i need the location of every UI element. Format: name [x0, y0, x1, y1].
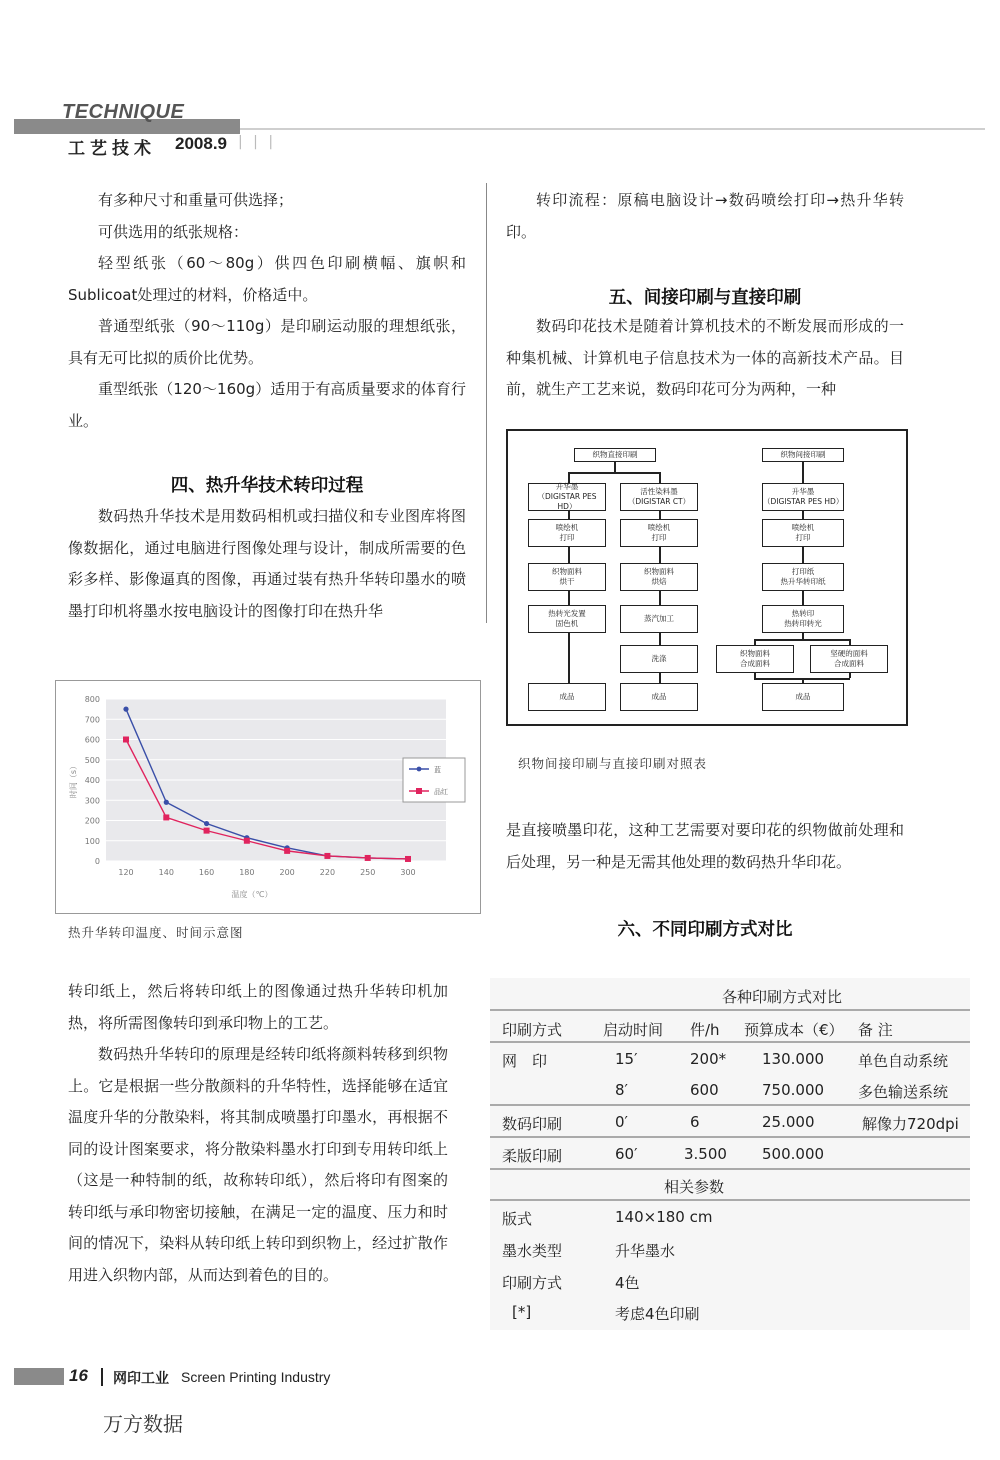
connector — [802, 591, 804, 605]
issue-date: 2008.9 — [175, 134, 227, 153]
footer-separator — [101, 1368, 103, 1386]
data-point — [365, 855, 371, 861]
header-rule — [240, 128, 985, 130]
flow-box-d11: 成品 — [620, 683, 698, 711]
page-number: 16 — [69, 1366, 88, 1385]
connector — [802, 462, 804, 483]
section-en-title: TECHNIQUE — [62, 101, 185, 123]
flow-box-d7: 热转光发置 固色机 — [528, 605, 606, 633]
y-tick-label: 0 — [94, 857, 100, 866]
legend-marker — [416, 788, 422, 794]
table-cell: 750.000 — [762, 1081, 825, 1099]
watermark: 万方数据 — [103, 1412, 183, 1436]
data-point — [123, 737, 129, 743]
table-cell: 25.000 — [762, 1113, 815, 1131]
journal-name-en: Screen Printing Industry — [181, 1369, 331, 1385]
data-point — [244, 838, 250, 844]
flow-box-i2: 喷绘机 打印 — [762, 519, 844, 547]
table-cell: 60′ — [615, 1145, 638, 1163]
section-5-text — [506, 311, 904, 406]
section-cn-title: 工艺技术 — [68, 139, 156, 159]
x-tick-label: 200 — [279, 868, 295, 877]
connector — [802, 511, 804, 519]
table-cell: 0′ — [615, 1113, 628, 1131]
param-value: 4色 — [615, 1274, 640, 1292]
connector — [659, 547, 661, 563]
x-tick-label: 160 — [198, 868, 215, 877]
x-tick-label: 120 — [118, 868, 134, 877]
table-cell: 单色自动系统 — [858, 1052, 949, 1070]
table-cell: 600 — [690, 1081, 719, 1099]
param-label: 墨水类型 — [502, 1242, 563, 1260]
connector — [659, 591, 661, 605]
chart-caption: 热升华转印温度、时间示意图 — [68, 925, 244, 940]
header-ornament: | | | — [238, 134, 277, 150]
param-value: 140×180 cm — [615, 1208, 713, 1226]
y-tick-label: 400 — [84, 776, 100, 785]
table-rule — [490, 1168, 970, 1170]
data-point — [204, 828, 210, 834]
paragraph: 数码热升华转印的原理是经转印纸将颜料转移到织物上。它是根据一些分散颜料的升华特性，选择能够在适宜温度升华的分散染料，将其制成喷墨打印墨水，再根据不同的设计图案要求，将分散染料墨水打印到专用转印纸上（这是一种特制的纸，故称转印纸），然后将印有图案的转印纸与承印物密切接触，在满足一定的温度、压力和时间的情况下，染料从转印纸上转印到织物上，经过扩散作用进入织物内部，从而达到着色的目的。 — [68, 1045, 448, 1284]
flow-box-d9: 洗涤 — [620, 645, 698, 673]
y-tick-label: 600 — [84, 735, 100, 745]
table-cell: 6 — [690, 1113, 700, 1131]
table-rule — [490, 1136, 970, 1138]
table-header: 启动时间 — [603, 1021, 664, 1039]
flowchart-caption: 织物间接印刷与直接印刷对照表 — [518, 756, 708, 771]
flow-box-i1: 升华墨 （DIGISTAR PES HD） — [762, 483, 844, 511]
flow-indirect-title: 织物间接印刷 — [762, 448, 844, 462]
param-label: 版式 — [502, 1210, 533, 1228]
table-header: 预算成本（€） — [744, 1021, 844, 1039]
table-cell: 500.000 — [762, 1145, 825, 1163]
table-cell: 数码印刷 — [502, 1115, 563, 1133]
paragraph: 重型纸张（120～160g）适用于有高质量要求的体育行业。 — [68, 380, 466, 430]
paragraph: 普通型纸张（90～110g）是印刷运动服的理想纸张，具有无可比拟的质价比优势。 — [68, 317, 466, 367]
section-5-heading: 五、间接印刷与直接印刷 — [608, 288, 802, 308]
y-tick-label: 300 — [84, 796, 100, 806]
data-point — [284, 848, 290, 854]
left-top-text — [68, 185, 466, 437]
y-tick-label: 500 — [84, 755, 100, 765]
flow-box-d1: 升华墨 （DIGISTAR PES HD） — [528, 483, 606, 511]
data-point — [163, 814, 169, 820]
x-tick-label: 300 — [400, 868, 416, 877]
y-tick-label: 200 — [84, 816, 100, 826]
x-tick-label: 250 — [360, 868, 376, 877]
table-cell: 解像力720dpi — [862, 1115, 959, 1133]
flow-box-i6: 坚硬的面料 合成面料 — [810, 645, 888, 673]
connector — [659, 633, 661, 645]
param-label: [*] — [512, 1303, 532, 1321]
section-4-heading: 四、热升华技术转印过程 — [170, 476, 364, 496]
paragraph: 转印流程：原稿电脑设计→数码喷绘打印→热升华转印。 — [506, 191, 904, 241]
section-4-text — [68, 501, 466, 627]
y-axis-label: 时间（s） — [69, 761, 78, 799]
left-bottom-text — [68, 976, 448, 1291]
paragraph: 有多种尺寸和重量可供选择； — [98, 191, 294, 209]
flow-box-d6: 织物面料 烘焙 — [620, 563, 698, 591]
connector — [659, 472, 661, 483]
paragraph: 可供选用的纸张规格： — [98, 222, 249, 241]
connector — [568, 633, 570, 683]
table-header: 印刷方式 — [502, 1021, 563, 1039]
y-tick-label: 100 — [84, 836, 100, 846]
table-rule — [490, 1199, 970, 1201]
connector — [659, 673, 661, 683]
flow-box-i3: 打印纸 热升华转印纸 — [762, 563, 844, 591]
paragraph: 转印纸上，然后将转印纸上的图像通过热升华转印机加热，将所需图像转印到承印物上的工艺。 — [68, 982, 448, 1032]
connector — [568, 547, 570, 563]
x-tick-label: 220 — [319, 868, 336, 877]
connector — [802, 547, 804, 563]
section-6-heading: 六、不同印刷方式对比 — [617, 920, 793, 940]
table-cell: 130.000 — [762, 1050, 825, 1068]
table-header: 备 注 — [858, 1021, 893, 1039]
flow-box-i5: 织物面料 合成面料 — [716, 645, 794, 673]
data-point — [405, 856, 411, 862]
flow-box-i4: 热转印 热转印转光 — [762, 605, 844, 633]
right-top-text — [506, 185, 904, 248]
table-cell: 15′ — [615, 1050, 638, 1068]
data-point — [204, 821, 209, 826]
flow-direct-title: 织物直接印刷 — [574, 448, 656, 462]
table-cell: 3.500 — [684, 1145, 727, 1163]
data-point — [123, 707, 128, 712]
x-tick-label: 180 — [239, 868, 255, 877]
legend-marker — [417, 767, 422, 772]
paragraph: 数码印花技术是随着计算机技术的不断发展而形成的一种集机械、计算机电子信息技术为一体的高新技术产品。目前，就生产工艺来说，数码印花可分为两种，一种 — [506, 317, 904, 398]
paragraph: 轻型纸张（60～80g）供四色印刷横幅、旗帜和Sublicoat处理过的材料，价格适中。 — [68, 254, 466, 304]
table-title: 各种印刷方式对比 — [722, 988, 843, 1006]
line-chart — [55, 680, 481, 914]
table-cell: 多色输送系统 — [858, 1083, 949, 1101]
table-rule — [490, 1104, 970, 1106]
flow-box-i7: 成品 — [762, 683, 844, 711]
flow-box-d8: 蒸汽加工 — [620, 605, 698, 633]
connector — [614, 462, 616, 472]
x-tick-label: 140 — [158, 868, 174, 877]
param-value: 考虑4色印刷 — [615, 1305, 700, 1323]
connector — [568, 591, 570, 605]
y-tick-label: 700 — [84, 715, 100, 725]
table-cell: 200* — [690, 1050, 727, 1068]
legend-label: 蓝 — [434, 766, 441, 774]
y-tick-label: 800 — [84, 695, 100, 704]
table-rule — [490, 1041, 970, 1043]
flow-box-d3: 喷绘机 打印 — [528, 519, 606, 547]
flowchart — [506, 429, 908, 726]
legend-label: 品红 — [434, 788, 448, 796]
param-label: 印刷方式 — [502, 1274, 563, 1292]
footer-bar — [14, 1368, 64, 1385]
chart-svg — [56, 681, 480, 913]
right-mid-text — [506, 815, 904, 878]
param-value: 升华墨水 — [615, 1242, 676, 1260]
table-header: 件/h — [690, 1021, 720, 1039]
connector — [659, 511, 661, 519]
journal-name-cn: 网印工业 — [113, 1371, 169, 1387]
flow-box-d10: 成品 — [528, 683, 606, 711]
data-point — [164, 800, 169, 805]
connector — [754, 639, 850, 641]
flow-box-d2: 活性染料墨 （DIGISTAR CT） — [620, 483, 698, 511]
flow-box-d5: 织物面料 烘干 — [528, 563, 606, 591]
table-subtitle: 相关参数 — [664, 1178, 725, 1196]
paragraph: 是直接喷墨印花，这种工艺需要对要印花的织物做前处理和后处理，另一种是无需其他处理的数码热升华印花。 — [506, 821, 904, 871]
x-axis-label: 温度（℃） — [231, 890, 273, 899]
data-point — [324, 853, 330, 859]
connector — [568, 511, 570, 519]
table-cell: 网 印 — [502, 1052, 548, 1070]
table-cell: 8′ — [615, 1081, 628, 1099]
connector — [568, 472, 660, 474]
column-divider — [486, 183, 487, 623]
paragraph: 数码热升华技术是用数码相机或扫描仪和专业图库将图像数据化，通过电脑进行图像处理与设计，制成所需要的色彩多样、影像逼真的图像，再通过装有热升华转印墨水的喷墨打印机将墨水按电脑设计的图像打印在热升华 — [68, 507, 466, 620]
table-cell: 柔版印刷 — [502, 1147, 563, 1165]
flow-box-d4: 喷绘机 打印 — [620, 519, 698, 547]
table-rule — [490, 1009, 970, 1011]
